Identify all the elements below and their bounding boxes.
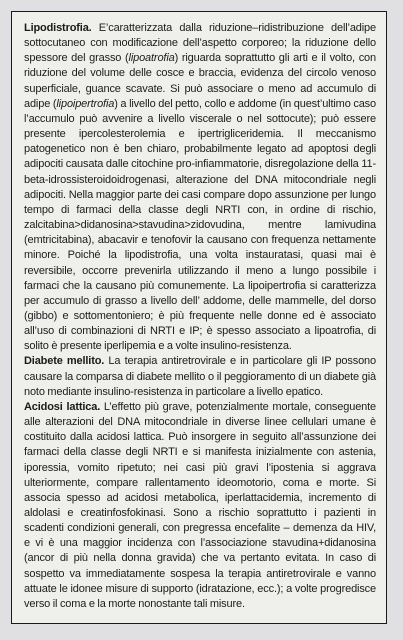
- section-text-italic: lipoatrofia: [128, 52, 175, 65]
- section-text: La terapia antiretrovirale e in particolare gli IP possono causare la comparsa di diabete mellito o il peggioramento di un diabete già noto mediante insulino-resistenza in particolare a livello epatico.: [24, 355, 376, 398]
- section-heading: Acidosi lattica.: [24, 400, 101, 413]
- text-box: [11, 11, 387, 624]
- section-diabete-mellito: [24, 354, 376, 399]
- section-heading: Lipodistrofia.: [24, 22, 92, 34]
- section-text: L’effetto più grave, potenzialmente mortale, conseguente alle alterazioni del DNA mitocondriale in diverse linee cellulari umane è costituito dalla acidosi lattica. Può insorgere in seguito all’assunzione dei farmaci della classe degli NRTI e si manifesta inizialmente con astenia, iporessia, vomito ripetuto; nei casi più gravi l’ipostenia si aggrava ulteriormente, compare rallentamento ideomotorio, coma e morte. Si associa spesso ad acidosi metabolica, iperlattacidemia, incremento di aldolasi e creatinfosfokinasi. Sono a rischio soprattutto i pazienti in scadenti condizioni generali, con pregressa encefalite – demenza da HIV, e vi è una maggior incidenza con l’associazione stavudina+didanosina (ancor di più nella donna gravida) che va pertanto evitata. In caso di sospetto va immediatamente sospesa la terapia antiretrovirale e vanno attuate le idonee misure di supporto (idratazione, ecc.); a volte progredisce verso il coma e la morte nonostante tali misure.: [24, 400, 376, 610]
- section-text-italic: lipoipertrofia: [56, 97, 115, 110]
- section-lipodistrofia: [24, 21, 376, 354]
- section-text: ) riguarda soprattutto gli arti e il volto, con riduzione del volume delle cosce e braccia, evidenza del circolo venoso superficiale, guance scavate. Si può associare o meno ad accumulo di adipe (: [24, 52, 376, 110]
- section-text: ) a livello del petto, collo e addome (in quest’ultimo caso l’accumulo può avvenire a livello viscerale o nel sottocute); può essere presente ipercolesterolemia e ipertrigliceridemia. Il meccanismo patogenetico non è ben chiaro, probabilmente legato ad apoptosi degli adipociti causata dalle citochine pro-infiammatorie, disregolazione della 11-beta-idrossisteroidoidrogenasi, alterazione del DNA mitocondriale negli adipociti. Nella maggior parte dei casi compare dopo assunzione per lungo tempo di farmaci della classe degli NRTI con, in ordine di rischio, zalcitabina>didanosina>stavudina>zidovudina, mentre lamivudina (emtricitabina), abacavir e tenofovir la causano con frequenza nettamente minore. Poiché la lipodistrofia, una volta instauratasi, quasi mai è reversibile, occorre prevenirla utilizzando il meno a lungo possibile i farmaci che la causano più comunemente. La lipoipertrofia si caratterizza per accumulo di grasso a livello dell’ addome, delle mammelle, del dorso (gibbo) e sottomentoniero; è più frequente nelle donne ed è associato all’uso di combinazioni di NRTI e IP; è spesso associato a lipoatrofia, di solito è presente iperlipemia e a volte insulino-resistenza.: [24, 97, 376, 353]
- section-acidosi-lattica: [24, 400, 376, 612]
- section-heading: Diabete mellito.: [24, 355, 105, 368]
- section-text: E’caratterizzata dalla riduzione–ridistribuzione dell’adipe sottocutaneo con modificazione dell’aspetto corporeo; la riduzione dello spessore del grasso (: [24, 22, 376, 65]
